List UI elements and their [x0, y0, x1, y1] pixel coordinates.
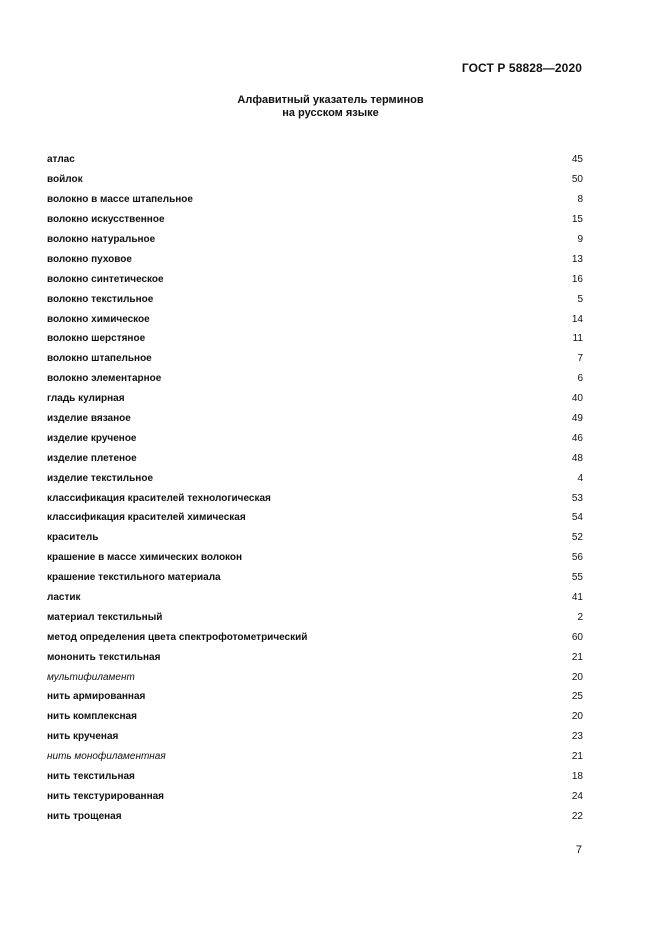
index-term-number: 49: [571, 413, 583, 425]
index-term-number: 18: [571, 771, 583, 783]
index-term: материал текстильный: [47, 611, 163, 623]
index-term: изделие вязаное: [47, 413, 131, 425]
index-term: изделие плетеное: [47, 452, 137, 464]
index-entry: [47, 448, 583, 468]
index-entry: [47, 707, 583, 727]
index-term-number: 41: [571, 592, 583, 604]
index-term-number: 25: [571, 691, 583, 703]
index-term-number: 21: [571, 651, 583, 663]
index-entry: [47, 687, 583, 707]
index-term-number: 4: [577, 472, 583, 484]
index-entry: [47, 428, 583, 448]
page-title: [0, 94, 661, 120]
index-entry: [47, 508, 583, 528]
index-term-number: 14: [571, 313, 583, 325]
index-term-number: 53: [571, 492, 583, 504]
index-term-number: 56: [571, 552, 583, 564]
index-term: нить комплексная: [47, 711, 137, 723]
index-term: волокно натуральное: [47, 234, 156, 245]
index-entry: [47, 230, 583, 250]
index-entry: [47, 627, 583, 647]
index-term: нить крученая: [47, 731, 119, 743]
index-term: волокно в массе штапельное: [47, 194, 193, 206]
index-term: метод определения цвета спектрофотометрический: [47, 631, 308, 643]
index-entry: [47, 409, 583, 429]
index-entry: [47, 309, 583, 329]
index-entry: [47, 488, 583, 508]
index-entry: [47, 190, 583, 210]
index-entry: [47, 747, 583, 767]
index-entry: [47, 607, 583, 627]
index-term: классификация красителей технологическая: [47, 492, 271, 504]
index-term-number: 11: [572, 333, 583, 345]
index-entry: [47, 647, 583, 667]
index-entry: [47, 210, 583, 230]
index-term-number: 22: [571, 810, 583, 822]
index-term: гладь кулирная: [47, 393, 125, 405]
index-entry: [47, 150, 583, 170]
index-term-number: 60: [571, 631, 583, 643]
index-term-number: 9: [577, 234, 583, 245]
index-entry: [47, 389, 583, 409]
document-code: ГОСТ Р 58828—2020: [461, 61, 582, 75]
index-term-number: 23: [571, 731, 583, 743]
index-term: нить трощеная: [47, 810, 122, 822]
index-term-number: 54: [571, 512, 583, 524]
index-entry: [47, 289, 583, 309]
index-entry: [47, 349, 583, 369]
title-line-2: на русском языке: [282, 107, 379, 119]
index-term-number: 13: [571, 253, 583, 265]
index-entry: [47, 528, 583, 548]
index-term: волокно шерстяное: [47, 333, 146, 345]
index-term: изделие текстильное: [47, 472, 154, 484]
index-term-number: 6: [577, 373, 583, 385]
index-term: войлок: [47, 174, 83, 186]
index-term: крашение в массе химических волокон: [47, 552, 243, 564]
index-term: мультифиламент: [47, 671, 135, 683]
index-term-number: 8: [577, 194, 583, 206]
title-line-1: Алфавитный указатель терминов: [237, 94, 424, 106]
index-entry: [47, 588, 583, 608]
index-term-number: 40: [571, 393, 583, 405]
index-term-number: 16: [571, 273, 583, 285]
index-term: атлас: [47, 154, 75, 166]
index-term: классификация красителей химическая: [47, 512, 246, 524]
index-entry: [47, 667, 583, 687]
index-term: ластик: [47, 592, 81, 604]
index-term-number: 2: [577, 611, 583, 623]
index-term-number: 55: [571, 572, 583, 584]
index-entry: [47, 787, 583, 807]
index-term-number: 52: [571, 532, 583, 544]
index-entry: [47, 468, 583, 488]
index-entry: [47, 170, 583, 190]
index-term-number: 46: [571, 432, 583, 444]
index-term: мононить текстильная: [47, 651, 161, 663]
index-term: волокно синтетическое: [47, 273, 164, 285]
index-term: волокно текстильное: [47, 293, 154, 305]
page-number: 7: [575, 844, 582, 856]
index-term: волокно химическое: [47, 313, 150, 325]
index-term: волокно элементарное: [47, 373, 162, 385]
index-entry: [47, 767, 583, 787]
index-term: волокно пуховое: [47, 253, 132, 265]
index-term: нить текстурированная: [47, 790, 165, 802]
index-term-number: 45: [571, 154, 583, 166]
index-term-number: 50: [571, 174, 583, 186]
index-entry: [47, 548, 583, 568]
index-entry: [47, 369, 583, 389]
index-entry: [47, 329, 583, 349]
index-term-number: 48: [571, 452, 583, 464]
index-term: изделие крученое: [47, 432, 137, 444]
index-term-number: 7: [577, 353, 583, 365]
index-term-number: 20: [571, 711, 583, 723]
index-term-number: 5: [577, 293, 583, 305]
index-term: нить текстильная: [47, 771, 135, 783]
index-entry: [47, 269, 583, 289]
index-term-number: 15: [571, 214, 583, 226]
index-term-number: 24: [571, 790, 583, 802]
index-term: крашение текстильного материала: [47, 572, 221, 584]
index-term: волокно искусственное: [47, 214, 165, 226]
term-index-list: [47, 150, 583, 826]
index-term-number: 20: [571, 671, 583, 683]
index-term-number: 21: [571, 751, 583, 763]
index-term: нить монофиламентная: [47, 751, 166, 763]
index-term: нить армированная: [47, 691, 146, 703]
index-term: волокно штапельное: [47, 353, 152, 365]
index-entry: [47, 568, 583, 588]
index-entry: [47, 806, 583, 826]
index-term: краситель: [47, 532, 99, 544]
index-entry: [47, 727, 583, 747]
index-entry: [47, 249, 583, 269]
